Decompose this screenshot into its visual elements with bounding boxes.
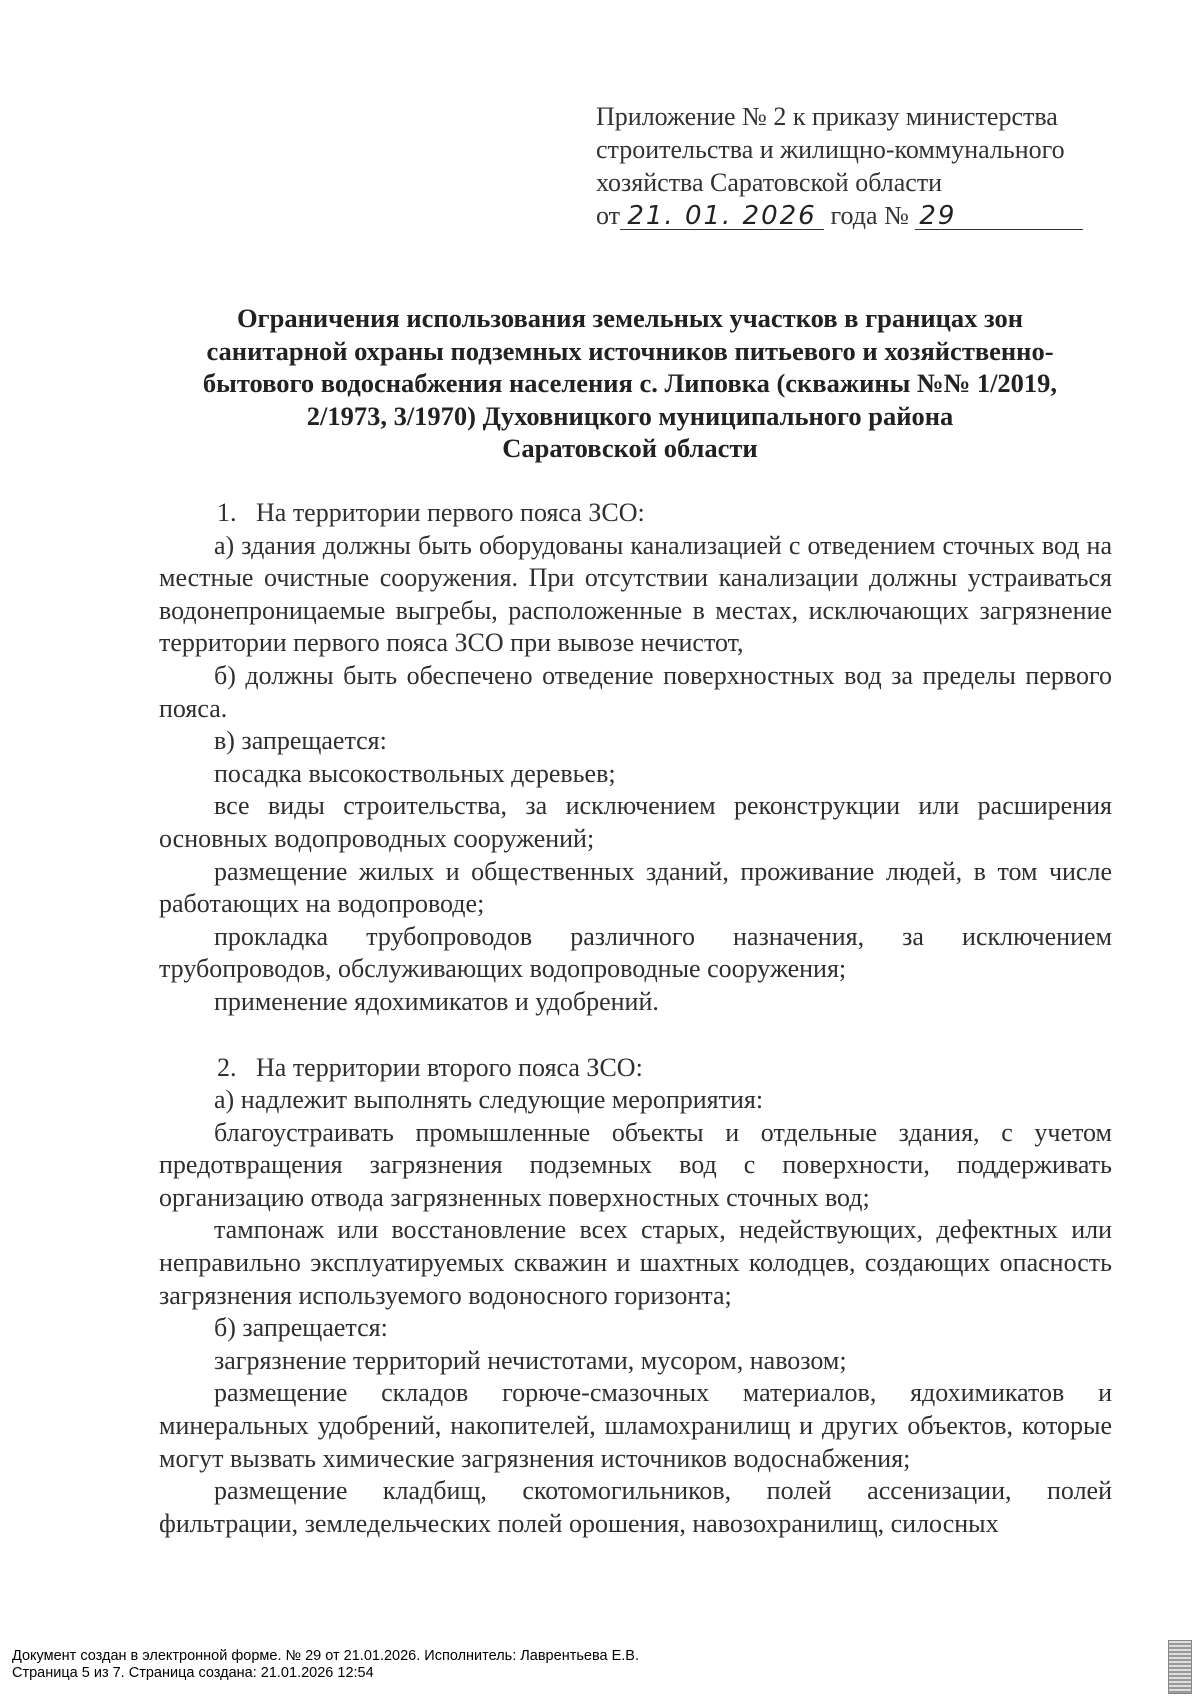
footer-line: Документ создан в электронной форме. № 29 от 21.01.2026. Исполнитель: Лаврентьева Е.В. [12, 1648, 639, 1664]
section-2-item: размещение складов горюче-смазочных материалов, ядохимикатов и минеральных удобрений, накопителей, шламохранилищ и других объектов, которые могут вызвать химические загрязнения источников водоснабжения; [159, 1378, 1112, 1473]
title-line: Ограничения использования земельных участков в границах зон [236, 303, 1024, 333]
section-1-item: все виды строительства, за исключением реконструкции или расширения основных водопроводных сооружений; [159, 791, 1112, 853]
section-1-heading: 1. На территории первого пояса ЗСО: [217, 498, 645, 527]
section-2-item: благоустраивать промышленные объекты и отдельные здания, с учетом предотвращения загрязнения подземных вод с поверхности, поддерживать организацию отвода загрязненных поверхностных сточных вод; [159, 1117, 1112, 1212]
section-2-heading: 2. На территории второго пояса ЗСО: [217, 1052, 643, 1082]
section-2-item: тампонаж или восстановление всех старых, недействующих, дефектных или неправильно эксплуатируемых скважин и шахтных колодцев, создающих опасность загрязнения используемого водоносного горизонта; [159, 1215, 1112, 1310]
section-2-item: загрязнение территорий нечистотами, мусором, навозом; [214, 1345, 847, 1375]
section-1-item: посадка высокоствольных деревьев; [214, 758, 616, 788]
handwritten-order-number: 29 [915, 203, 1083, 230]
appendix-line: Приложение № 2 к приказу министерства [596, 102, 1058, 131]
appendix-line: строительства и жилищно-коммунального [596, 135, 1065, 164]
section-1-item: прокладка трубопроводов различного назначения, за исключением трубопроводов, обслуживающих водопроводные сооружения; [159, 921, 1112, 984]
appendix-header [596, 100, 1116, 232]
section-1-item: применение ядохимикатов и удобрений. [214, 986, 659, 1016]
title-line: санитарной охраны подземных источников питьевого и хозяйственно- [206, 335, 1054, 366]
date-prefix: от [596, 201, 621, 230]
footer-line: Страница 5 из 7. Страница создана: 21.01.2026 12:54 [12, 1665, 374, 1681]
title-line: бытового водоснабжения населения с. Липовка (скважины №№ 1/2019, [202, 368, 1058, 398]
section-gap [159, 1019, 1112, 1052]
document-title [150, 302, 1110, 465]
section-1-paragraph-b: б) должны быть обеспечено отведение поверхностных вод за пределы первого пояса. [159, 660, 1112, 723]
appendix-line: хозяйства Саратовской области [596, 168, 943, 197]
section-1-item: размещение жилых и общественных зданий, проживание людей, в том числе работающих на водопроводе; [159, 856, 1112, 919]
barcode-icon [1168, 1640, 1192, 1694]
section-1-paragraph-a: а) здания должны быть оборудованы канализацией с отведением сточных вод на местные очистные сооружения. При отсутствии канализации должны устраиваться водонепроницаемые выгребы, расположенные в местах, исключающих загрязнение территории первого пояса ЗСО при вывозе нечистот, [159, 530, 1112, 658]
section-2-paragraph-b: б) запрещается: [214, 1313, 388, 1343]
section-2-item: размещение кладбищ, скотомогильников, полей ассенизации, полей фильтрации, земледельческих полей орошения, навозохранилищ, силосных [159, 1476, 1112, 1538]
electronic-document-footer [12, 1648, 639, 1682]
section-2-paragraph-a: а) надлежит выполнять следующие мероприятия: [214, 1085, 764, 1115]
year-label: года № [830, 201, 909, 230]
handwritten-date: 21. 01. 2026 [620, 203, 824, 230]
section-1-paragraph-v: в) запрещается: [214, 726, 387, 756]
document-body [159, 497, 1112, 1540]
order-date-row [596, 199, 1116, 232]
title-line: 2/1973, 3/1970) Духовницкого муниципального района [306, 400, 954, 431]
title-line: Саратовской области [502, 433, 758, 463]
